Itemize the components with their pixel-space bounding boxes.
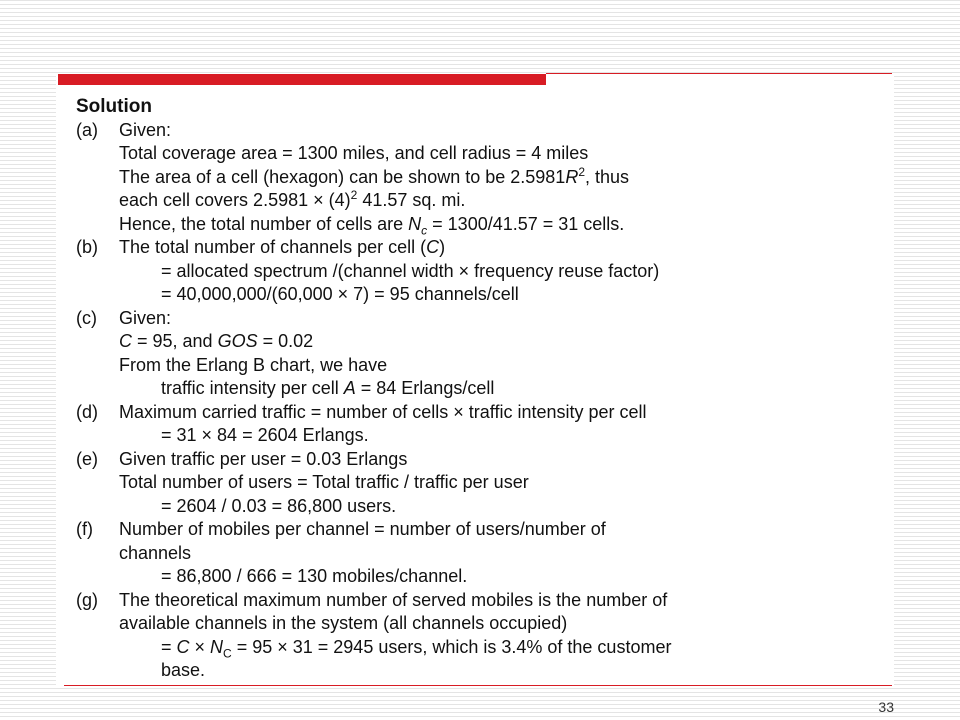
- text-fragment: = 1300/41.57 = 31 cells.: [427, 213, 625, 234]
- text-fragment: traffic intensity per cell: [161, 378, 344, 398]
- text-fragment: Maximum carried traffic = number of cells × traffic intensity per cell: [119, 401, 647, 422]
- solution-line: [76, 166, 876, 190]
- text-fragment: A: [343, 378, 356, 398]
- item-label: (g): [76, 589, 98, 610]
- solution-title: Solution: [76, 96, 152, 117]
- bottom-rule: [64, 685, 892, 686]
- item-label: (d): [76, 401, 98, 422]
- text-fragment: channels: [119, 542, 192, 563]
- title-accent-bar: [58, 74, 546, 85]
- text-fragment: N: [408, 213, 422, 234]
- text-fragment: each cell covers 2.5981 × (4): [119, 190, 351, 210]
- solution-line: [76, 189, 876, 213]
- solution-line: [76, 659, 876, 683]
- text-fragment: = 95 × 31 = 2945 users, which is 3.4% of the customer: [231, 636, 672, 657]
- text-fragment: Number of mobiles per channel = number of users/number of: [119, 519, 606, 539]
- subscript: C: [223, 646, 232, 661]
- solution-line: [76, 424, 876, 448]
- solution-line: [76, 495, 876, 519]
- solution-line: [76, 565, 876, 589]
- text-fragment: Total coverage area = 1300 miles, and cell radius = 4 miles: [119, 143, 589, 163]
- solution-lines: [76, 119, 876, 683]
- solution-block: [76, 95, 876, 683]
- solution-line: [76, 448, 876, 472]
- item-label: (f): [76, 519, 93, 539]
- solution-line: [76, 307, 876, 331]
- solution-line: [76, 354, 876, 378]
- text-fragment: 41.57 sq. mi.: [357, 190, 466, 210]
- solution-line: [76, 401, 876, 425]
- text-fragment: C: [426, 237, 440, 257]
- solution-line: [76, 377, 876, 401]
- page-number: 33: [878, 699, 894, 715]
- solution-line: [76, 330, 876, 354]
- solution-line: [76, 518, 876, 542]
- text-fragment: =: [161, 636, 177, 657]
- text-fragment: = allocated spectrum /(channel width × frequency reuse factor): [161, 260, 660, 281]
- top-rule: [546, 73, 892, 74]
- text-fragment: ×: [189, 636, 211, 657]
- solution-line: [76, 119, 876, 143]
- superscript: 2: [578, 164, 585, 179]
- text-fragment: = 86,800 / 666 = 130 mobiles/channel.: [161, 566, 468, 586]
- superscript: 2: [350, 188, 358, 202]
- item-label: (c): [76, 307, 97, 328]
- text-fragment: Given:: [119, 307, 172, 328]
- text-fragment: C: [119, 331, 132, 351]
- text-fragment: Hence, the total number of cells are: [119, 213, 409, 234]
- text-fragment: Given traffic per user = 0.03 Erlangs: [119, 448, 408, 469]
- solution-line: [76, 236, 876, 260]
- text-fragment: From the Erlang B chart, we have: [119, 354, 388, 375]
- subscript: c: [421, 223, 428, 238]
- text-fragment: The area of a cell (hexagon) can be shown to be 2.5981: [119, 166, 566, 187]
- text-fragment: The total number of channels per cell (: [119, 237, 427, 257]
- text-fragment: Given:: [119, 119, 172, 140]
- solution-line: [76, 636, 876, 660]
- text-fragment: = 0.02: [257, 331, 314, 351]
- text-fragment: base.: [161, 660, 206, 680]
- solution-line: [76, 213, 876, 237]
- text-fragment: = 84 Erlangs/cell: [355, 378, 495, 398]
- solution-line: [76, 283, 876, 307]
- item-label: (b): [76, 237, 98, 257]
- text-fragment: N: [210, 636, 224, 657]
- text-fragment: The theoretical maximum number of served mobiles is the number of: [119, 589, 668, 610]
- text-fragment: ): [439, 237, 446, 257]
- text-fragment: available channels in the system (all channels occupied): [119, 613, 568, 633]
- item-label: (a): [76, 119, 98, 140]
- text-fragment: Total number of users = Total traffic / traffic per user: [119, 472, 529, 492]
- text-fragment: GOS: [217, 331, 258, 351]
- text-fragment: = 31 × 84 = 2604 Erlangs.: [161, 425, 369, 445]
- item-label: (e): [76, 448, 98, 469]
- solution-line: [76, 589, 876, 613]
- text-fragment: , thus: [585, 166, 630, 187]
- text-fragment: R: [565, 166, 579, 187]
- text-fragment: = 2604 / 0.03 = 86,800 users.: [161, 495, 397, 516]
- text-fragment: = 40,000,000/(60,000 × 7) = 95 channels/cell: [161, 284, 519, 304]
- solution-line: [76, 471, 876, 495]
- text-fragment: = 95, and: [132, 331, 218, 351]
- text-fragment: C: [176, 636, 190, 657]
- solution-line: [76, 542, 876, 566]
- solution-line: [76, 612, 876, 636]
- solution-line: [76, 260, 876, 284]
- solution-line: [76, 142, 876, 166]
